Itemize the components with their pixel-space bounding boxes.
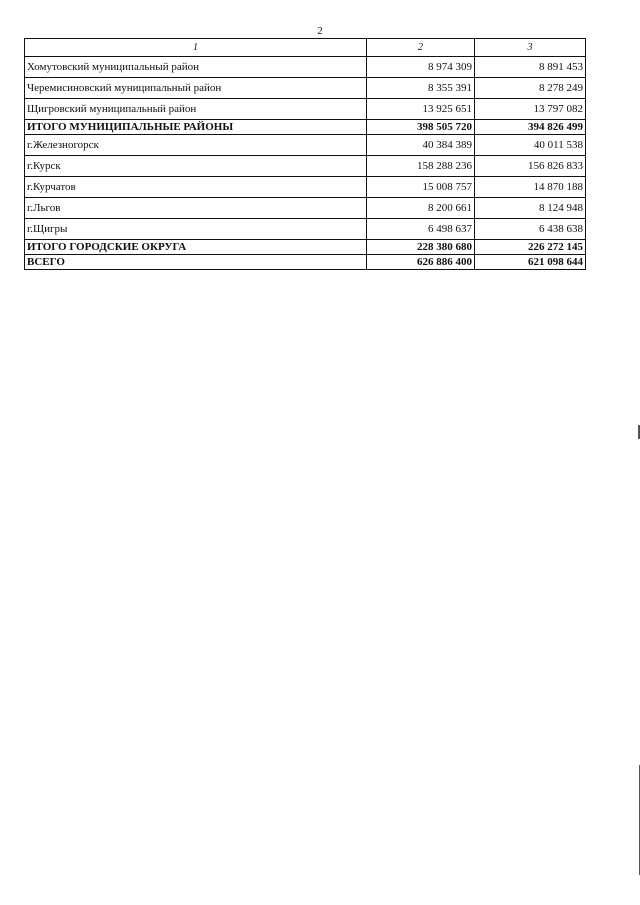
row-value-col3: 621 098 644 (475, 255, 586, 270)
row-name: Черемисиновский муниципальный район (25, 78, 367, 99)
row-name: г.Курск (25, 156, 367, 177)
table-row (25, 135, 586, 156)
budget-table (24, 38, 586, 270)
row-value-col3: 156 826 833 (475, 156, 586, 177)
row-value-col3: 14 870 188 (475, 177, 586, 198)
table-header-row (25, 39, 586, 57)
table-row (25, 57, 586, 78)
table-row (25, 78, 586, 99)
row-value-col2: 8 355 391 (367, 78, 475, 99)
row-name: ВСЕГО (25, 255, 367, 270)
row-value-col2: 8 200 661 (367, 198, 475, 219)
row-value-col2: 13 925 651 (367, 99, 475, 120)
row-name: Щигровский муниципальный район (25, 99, 367, 120)
table-grand-total-row (25, 255, 586, 270)
table-total-row (25, 120, 586, 135)
row-value-col2: 626 886 400 (367, 255, 475, 270)
row-value-col2: 228 380 680 (367, 240, 475, 255)
row-value-col3: 394 826 499 (475, 120, 586, 135)
row-name: Хомутовский муниципальный район (25, 57, 367, 78)
row-name: г.Льгов (25, 198, 367, 219)
column-header-3: 3 (475, 39, 586, 57)
row-value-col3: 6 438 638 (475, 219, 586, 240)
column-header-1: 1 (25, 39, 367, 57)
row-value-col2: 6 498 637 (367, 219, 475, 240)
row-name: г.Железногорск (25, 135, 367, 156)
table-row (25, 219, 586, 240)
table-row (25, 156, 586, 177)
row-value-col3: 226 272 145 (475, 240, 586, 255)
row-value-col2: 40 384 389 (367, 135, 475, 156)
page-number: 2 (317, 25, 323, 37)
row-value-col2: 15 008 757 (367, 177, 475, 198)
row-value-col2: 398 505 720 (367, 120, 475, 135)
column-header-2: 2 (367, 39, 475, 57)
table-row (25, 198, 586, 219)
row-value-col3: 13 797 082 (475, 99, 586, 120)
table-total-row (25, 240, 586, 255)
row-value-col3: 8 124 948 (475, 198, 586, 219)
table-row (25, 99, 586, 120)
row-name: ИТОГО МУНИЦИПАЛЬНЫЕ РАЙОНЫ (25, 120, 367, 135)
row-value-col3: 8 891 453 (475, 57, 586, 78)
row-value-col2: 158 288 236 (367, 156, 475, 177)
row-value-col2: 8 974 309 (367, 57, 475, 78)
row-name: г.Курчатов (25, 177, 367, 198)
row-name: г.Щигры (25, 219, 367, 240)
row-name: ИТОГО ГОРОДСКИЕ ОКРУГА (25, 240, 367, 255)
row-value-col3: 40 011 538 (475, 135, 586, 156)
table-row (25, 177, 586, 198)
row-value-col3: 8 278 249 (475, 78, 586, 99)
